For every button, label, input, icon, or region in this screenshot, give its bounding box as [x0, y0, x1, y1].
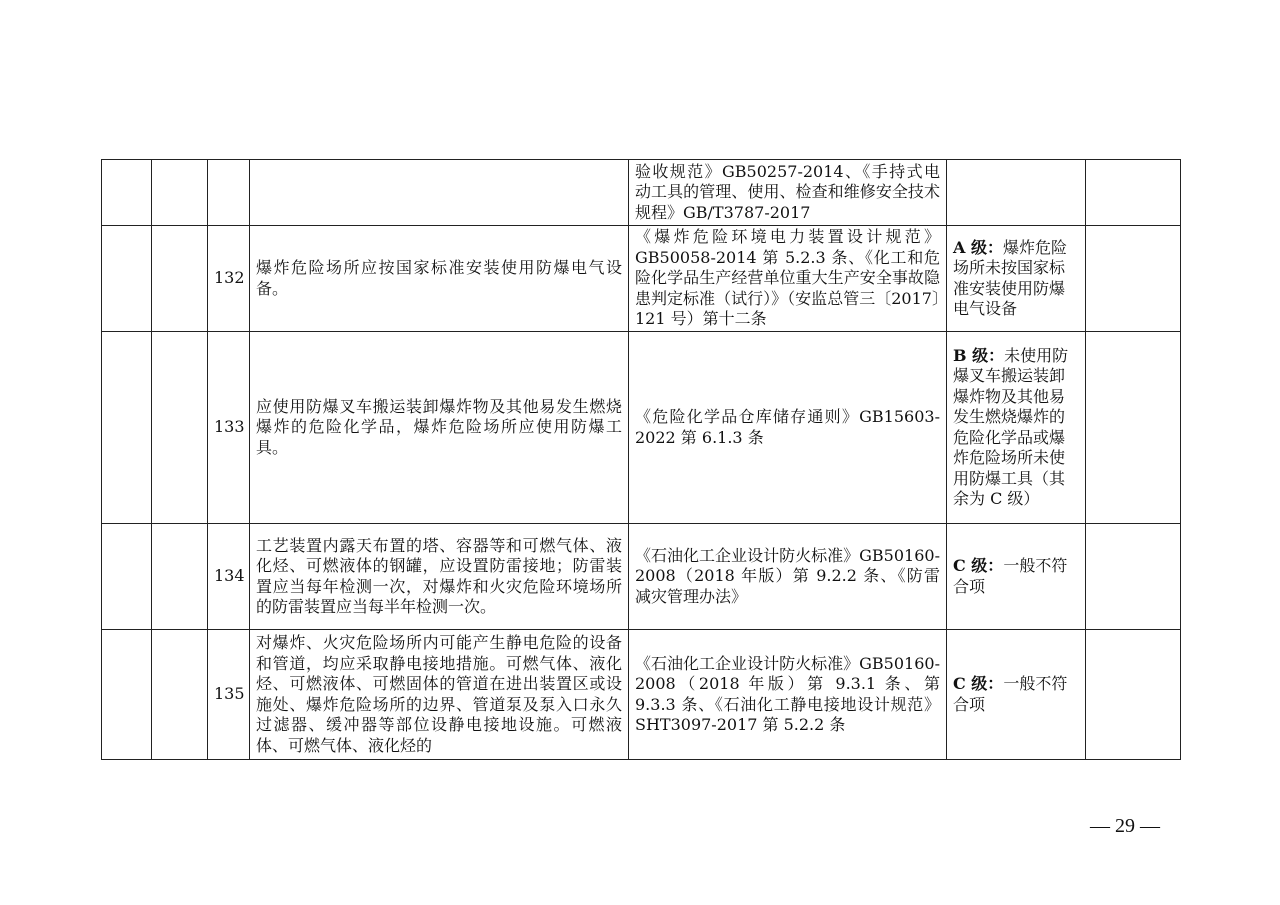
basis-cell: 《石油化工企业设计防火标准》GB50160-2008（2018 年版）第 9.3.1 条、第 9.3.3 条、《石油化工静电接地设计规范》SHT3097-2017 第 5.2.2 条: [629, 630, 947, 760]
category-cell: [102, 332, 152, 524]
remark-cell: [1086, 160, 1181, 226]
grade-description: 未使用防爆叉车搬运装卸爆炸物及其他易发生燃烧爆炸的危险化学品或爆炸危险场所未使用防爆工具（其余为 C 级）: [953, 345, 1069, 508]
item-number-cell: 132: [208, 226, 250, 332]
basis-cell: 《石油化工企业设计防火标准》GB50160-2008（2018 年版）第 9.2.2 条、《防雷减灾管理办法》: [629, 524, 947, 630]
item-number-cell: [208, 160, 250, 226]
table-row: [102, 226, 1181, 332]
grade-cell: [947, 226, 1086, 332]
grade-description: 一般不符合项: [953, 556, 1068, 596]
category-cell: [102, 524, 152, 630]
grade-description: 一般不符合项: [953, 674, 1068, 714]
inspection-standards-table: [101, 159, 1181, 760]
item-number-cell: 135: [208, 630, 250, 760]
grade-cell: [947, 630, 1086, 760]
subcategory-cell: [152, 160, 208, 226]
remark-cell: [1086, 630, 1181, 760]
grade-level: A 级：: [953, 237, 1003, 257]
subcategory-cell: [152, 226, 208, 332]
remark-cell: [1086, 524, 1181, 630]
item-number-cell: 133: [208, 332, 250, 524]
subcategory-cell: [152, 332, 208, 524]
remark-cell: [1086, 332, 1181, 524]
grade-cell: [947, 160, 1086, 226]
requirement-cell: 应使用防爆叉车搬运装卸爆炸物及其他易发生燃烧爆炸的危险化学品，爆炸危险场所应使用防爆工具。: [250, 332, 629, 524]
subcategory-cell: [152, 630, 208, 760]
subcategory-cell: [152, 524, 208, 630]
page-number: — 29 —: [1090, 815, 1160, 837]
basis-cell: 《危险化学品仓库储存通则》GB15603-2022 第 6.1.3 条: [629, 332, 947, 524]
requirement-cell: 对爆炸、火灾危险场所内可能产生静电危险的设备和管道，均应采取静电接地措施。可燃气体、液化烃、可燃液体、可燃固体的管道在进出装置区或设施处、爆炸危险场所的边界、管道泵及泵入口永久过滤器、缓冲器等部位设静电接地设施。可燃液体、可燃气体、液化烃的: [250, 630, 629, 760]
grade-level: C 级：: [953, 674, 1004, 693]
category-cell: [102, 160, 152, 226]
requirement-cell: 爆炸危险场所应按国家标准安装使用防爆电气设备。: [250, 226, 629, 332]
basis-cell: 验收规范》GB50257-2014、《手持式电动工具的管理、使用、检查和维修安全技术规程》GB/T3787-2017: [629, 160, 947, 226]
grade-level: C 级：: [953, 556, 1004, 575]
category-cell: [102, 630, 152, 760]
grade-cell: [947, 524, 1086, 630]
table-row: [102, 524, 1181, 630]
remark-cell: [1086, 226, 1181, 332]
requirement-cell: 工艺装置内露天布置的塔、容器等和可燃气体、液化烃、可燃液体的钢罐，应设置防雷接地；防雷装置应当每年检测一次，对爆炸和火灾危险环境场所的防雷装置应当每半年检测一次。: [250, 524, 629, 630]
item-number-cell: 134: [208, 524, 250, 630]
table-row: [102, 332, 1181, 524]
table-row: [102, 630, 1181, 760]
requirement-cell: [250, 160, 629, 226]
grade-description: 爆炸危险场所未按国家标准安装使用防爆电气设备: [953, 237, 1068, 318]
table-row: [102, 160, 1181, 226]
category-cell: [102, 226, 152, 332]
grade-cell: [947, 332, 1086, 524]
grade-level: B 级：: [953, 345, 1005, 365]
basis-cell: 《爆炸危险环境电力装置设计规范》GB50058-2014 第 5.2.3 条、《化工和危险化学品生产经营单位重大生产安全事故隐患判定标准（试行）》（安监总管三〔2017〕121 号）第十二条: [629, 226, 947, 332]
